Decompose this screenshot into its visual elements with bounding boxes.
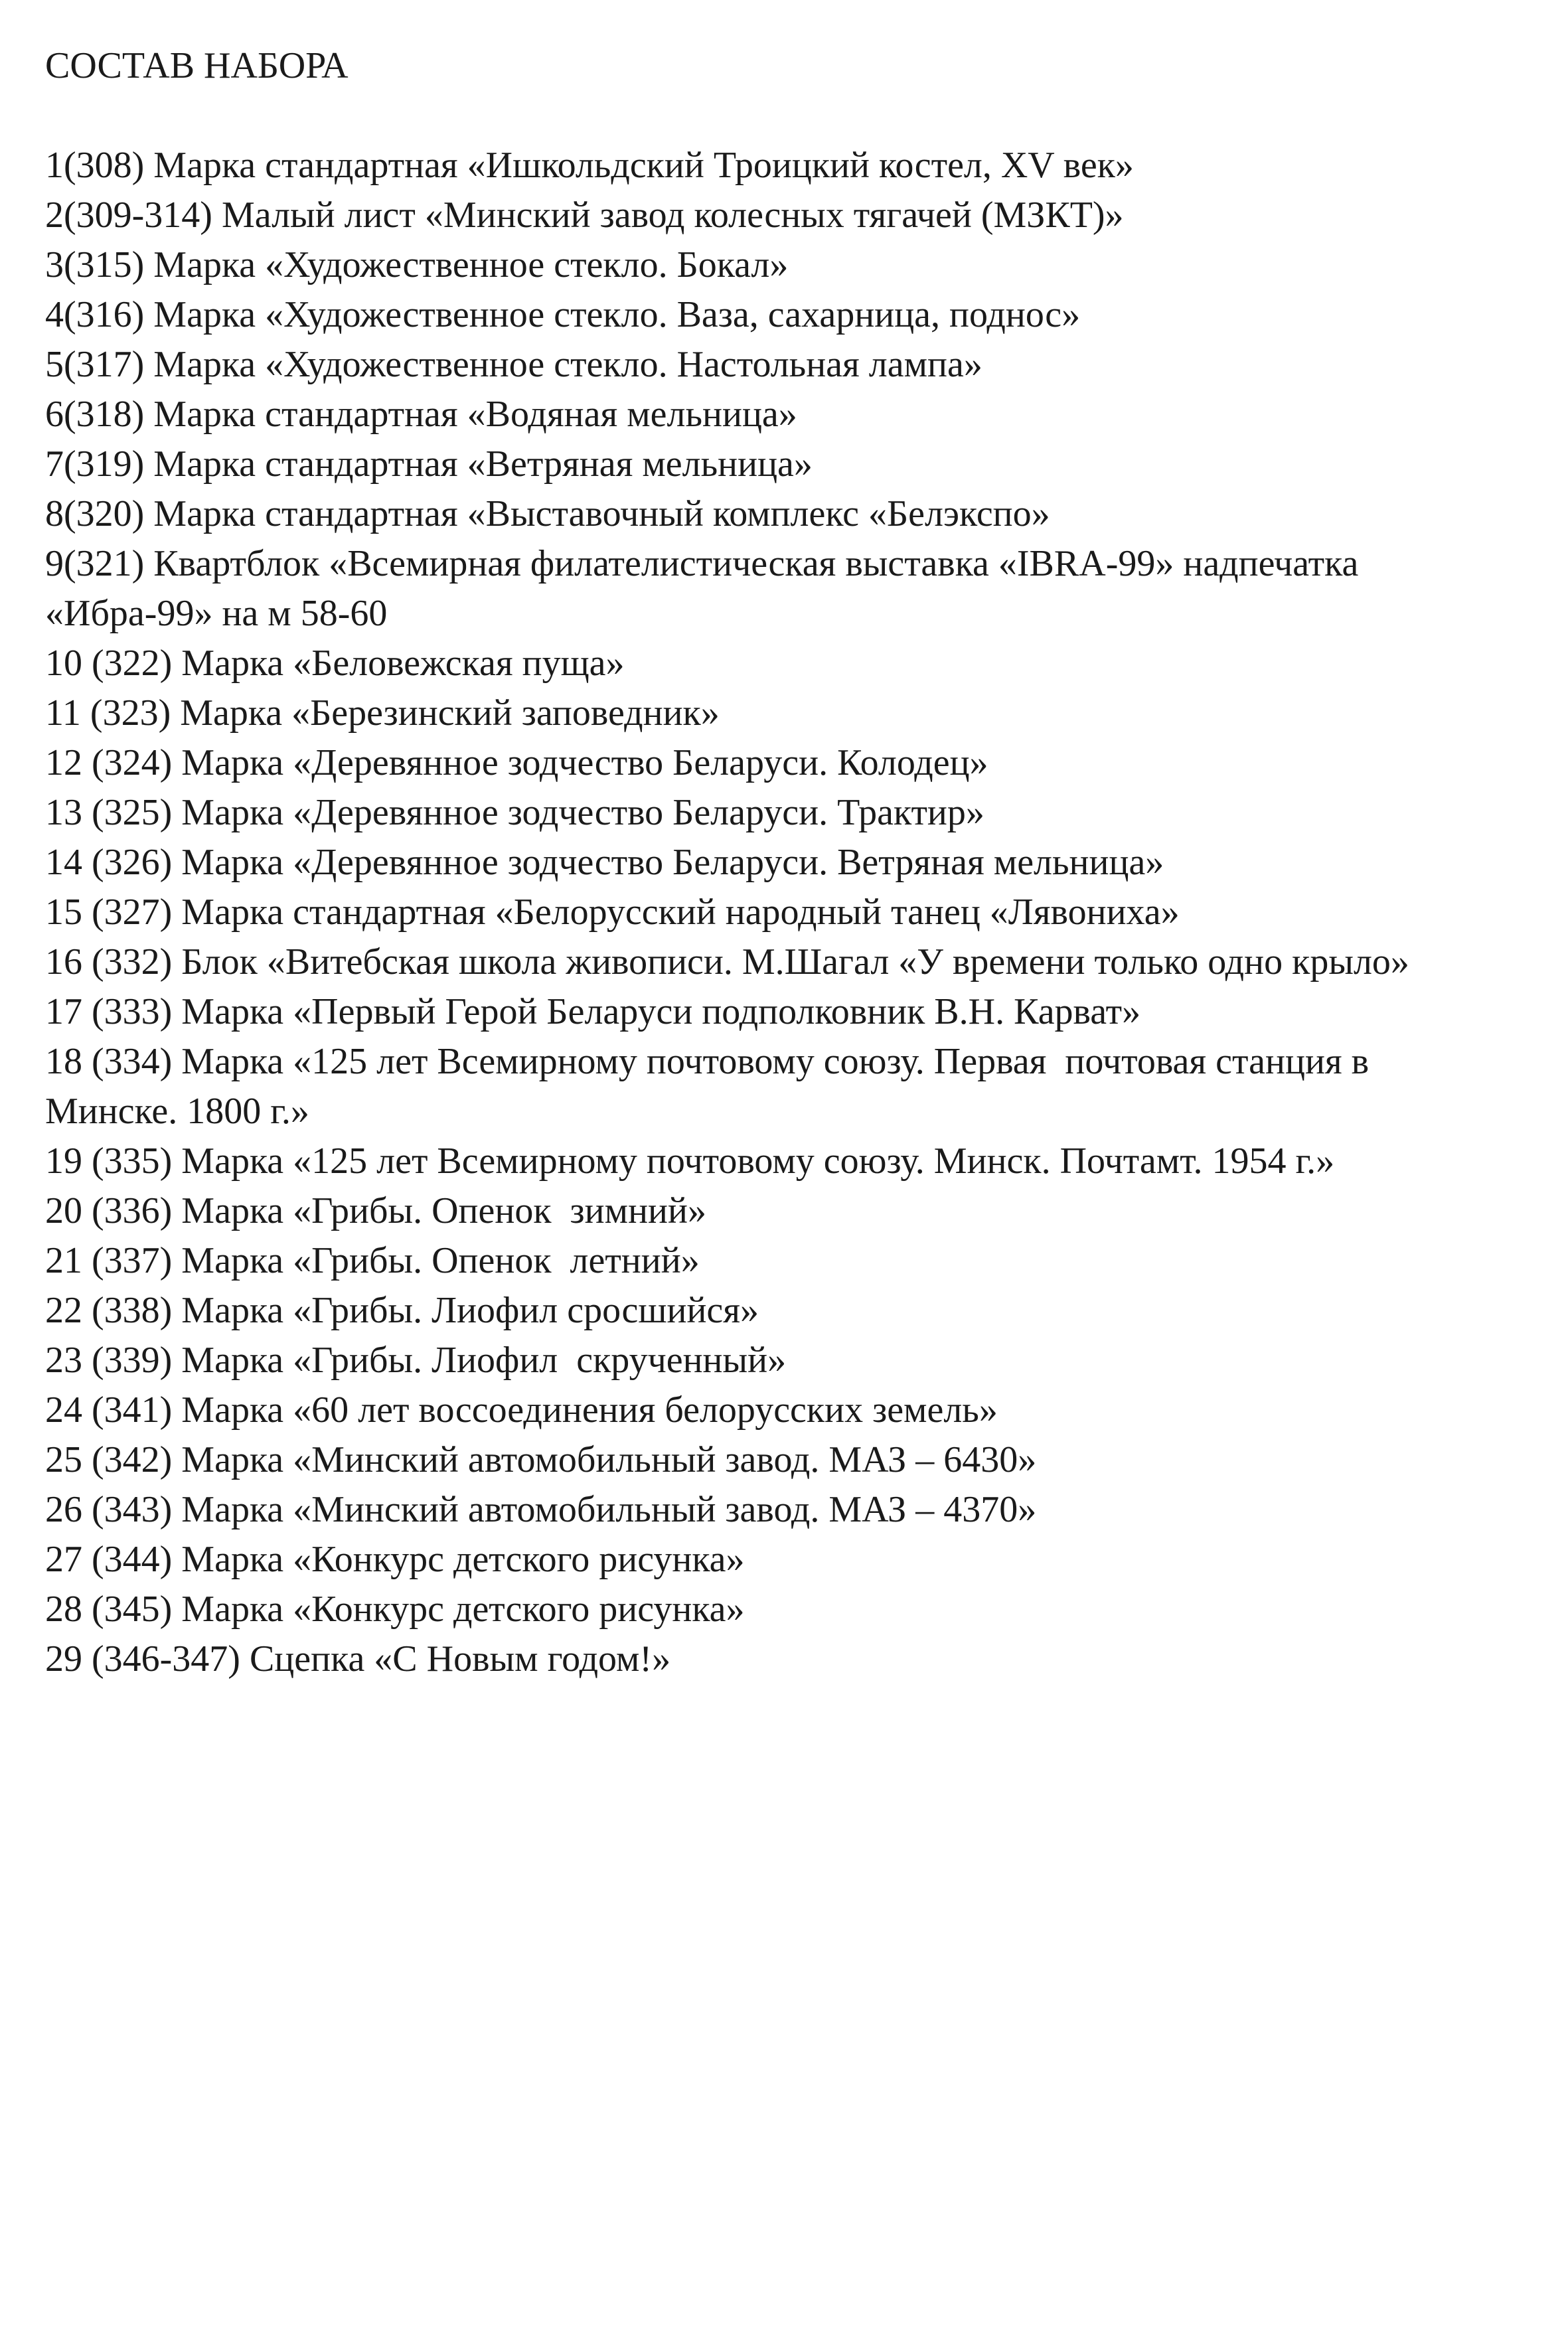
list-item: 25 (342) Марка «Минский автомобильный завод. МАЗ – 6430» xyxy=(45,1439,1037,1480)
list-item: 27 (344) Марка «Конкурс детского рисунка» xyxy=(45,1539,745,1580)
list-item: 13 (325) Марка «Деревянное зодчество Беларуси. Трактир» xyxy=(45,792,984,833)
list-item: 14 (326) Марка «Деревянное зодчество Беларуси. Ветряная мельница» xyxy=(45,842,1164,883)
list-item: 19 (335) Марка «125 лет Всемирному почтовому союзу. Минск. Почтамт. 1954 г.» xyxy=(45,1140,1335,1182)
list-item: 11 (323) Марка «Березинский заповедник» xyxy=(45,692,720,734)
list-item: 22 (338) Марка «Грибы. Лиофил сросшийся» xyxy=(45,1290,759,1331)
list-item: 9(321) Квартблок «Всемирная филателистическая выставка «IBRA-99» надпечатка «Ибра-99» на м 58-60 xyxy=(45,543,1368,634)
list-item: 15 (327) Марка стандартная «Белорусский народный танец «Лявониха» xyxy=(45,892,1180,933)
list-item: 26 (343) Марка «Минский автомобильный завод. МАЗ – 4370» xyxy=(45,1489,1037,1530)
list-item: 17 (333) Марка «Первый Герой Беларуси подполковник В.Н. Карват» xyxy=(45,991,1141,1032)
list-item: 18 (334) Марка «125 лет Всемирному почтовому союзу. Первая почтовая станция в Минске. 1800 г.» xyxy=(45,1041,1379,1132)
item-list xyxy=(45,141,1479,1684)
list-item: 24 (341) Марка «60 лет воссоединения белорусских земель» xyxy=(45,1389,998,1431)
list-item: 28 (345) Марка «Конкурс детского рисунка» xyxy=(45,1589,745,1630)
list-item: 12 (324) Марка «Деревянное зодчество Беларуси. Колодец» xyxy=(45,742,988,783)
spacer xyxy=(45,91,1479,141)
list-item: 4(316) Марка «Художественное стекло. Ваза, сахарница, поднос» xyxy=(45,294,1081,335)
list-item: 7(319) Марка стандартная «Ветряная мельница» xyxy=(45,443,813,485)
document-title: СОСТАВ НАБОРА xyxy=(45,45,349,86)
list-item: 10 (322) Марка «Беловежская пуща» xyxy=(45,643,625,684)
list-item: 5(317) Марка «Художественное стекло. Настольная лампа» xyxy=(45,344,982,385)
list-item: 23 (339) Марка «Грибы. Лиофил скрученный» xyxy=(45,1340,787,1381)
list-item: 8(320) Марка стандартная «Выставочный комплекс «Белэкспо» xyxy=(45,493,1050,534)
list-item: 3(315) Марка «Художественное стекло. Бокал» xyxy=(45,244,789,285)
list-item: 21 (337) Марка «Грибы. Опенок летний» xyxy=(45,1240,700,1281)
list-item: 6(318) Марка стандартная «Водяная мельница» xyxy=(45,394,797,435)
list-item: 1(308) Марка стандартная «Ишкольдский Троицкий костел, XV век» xyxy=(45,145,1134,186)
list-item: 2(309-314) Малый лист «Минский завод колесных тягачей (МЗКТ)» xyxy=(45,195,1124,236)
list-item: 20 (336) Марка «Грибы. Опенок зимний» xyxy=(45,1190,706,1231)
list-item: 16 (332) Блок «Витебская школа живописи. М.Шагал «У времени только одно крыло» xyxy=(45,941,1409,982)
document-page xyxy=(45,41,1479,1684)
list-item: 29 (346-347) Сцепка «С Новым годом!» xyxy=(45,1638,671,1680)
